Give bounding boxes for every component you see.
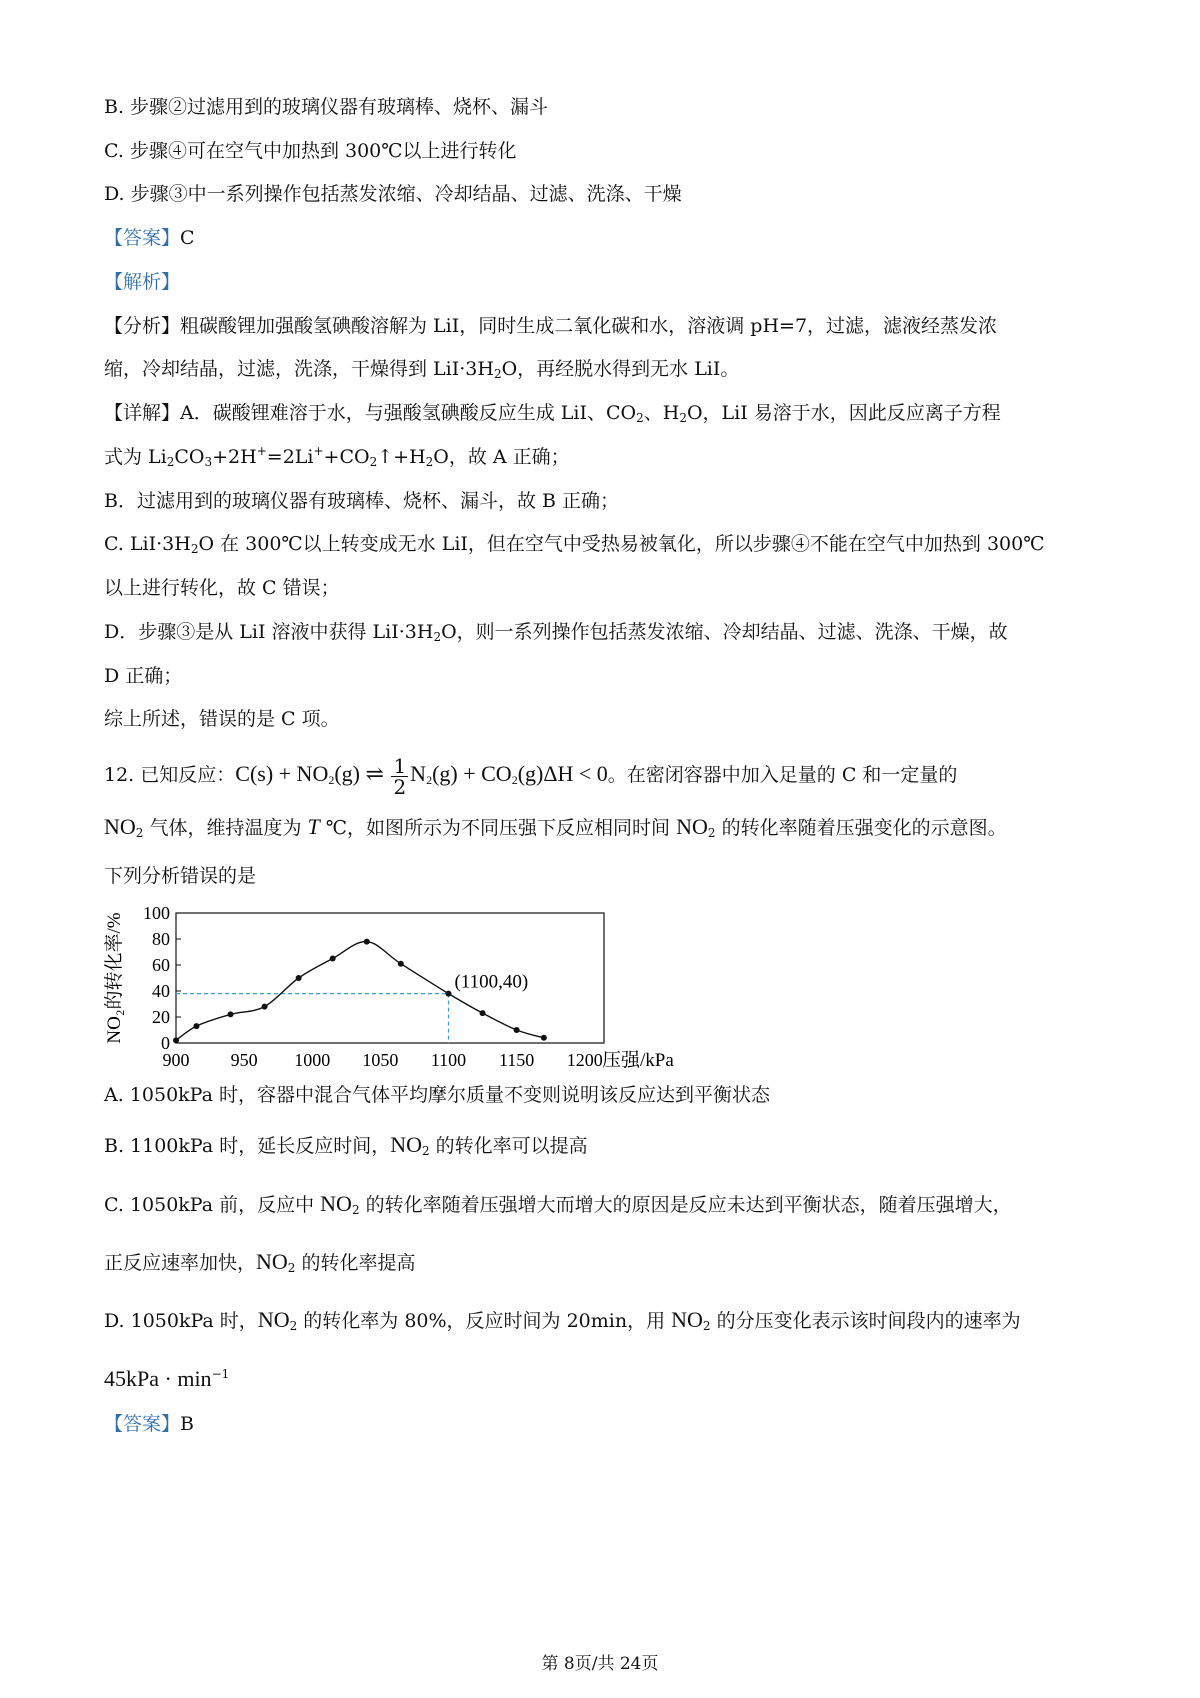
data-point xyxy=(514,1027,520,1033)
q12-stem-3: 下列分析错误的是 xyxy=(104,865,257,887)
answer-tag: 【答案】 xyxy=(104,227,181,249)
detail-d-line-2: D 正确； xyxy=(104,665,183,687)
q12-option-a: A. 1050kPa 时，容器中混合气体平均摩尔质量不变则说明该反应达到平衡状态 xyxy=(104,1084,770,1106)
data-point xyxy=(227,1011,233,1017)
plot-frame xyxy=(176,913,604,1043)
q12-option-b: B. 1100kPa 时，延长反应时间，$NO_2$ 的转化率可以提高 xyxy=(104,1132,588,1158)
equation-fraction: $\frac{1}{2}$ xyxy=(393,753,407,799)
q12-option-d-line-1: D. 1050kPa 时，$NO_2$ 的转化率为 80%，反应时间为 20min，用 $NO_2$ 的分压变化表示该时间段内的速率为 xyxy=(104,1307,1021,1333)
detail-d-line-1: D．步骤③是从 LiI 溶液中获得 $LiI\cdot 3H_2O$，则一系列操作包括蒸发浓缩、冷却结晶、过滤、洗涤、干燥，故 xyxy=(104,621,1008,644)
detail-b: B．过滤用到的玻璃仪器有玻璃棒、烧杯、漏斗，故 B 正确； xyxy=(104,490,620,512)
detail-a-line-1: 【详解】A．碳酸锂难溶于水，与强酸氢碘酸反应生成 LiI、$CO_2$、$H_2O$，LiI 易溶于水，因此反应离子方程 xyxy=(104,402,1001,425)
option-d-prev: D. 步骤③中一系列操作包括蒸发浓缩、冷却结晶、过滤、洗涤、干燥 xyxy=(104,183,682,205)
fenxi-line-1: 【分析】粗碳酸锂加强酸氢碘酸溶解为 LiI，同时生成二氧化碳和水，溶液调 pH=7，过滤，滤液经蒸发浓 xyxy=(104,315,998,337)
x-tick-label: 900 xyxy=(162,1050,190,1070)
q12-stem-1: 12. 已知反应：$C(s) + NO_2(g)$ ⇌ $\frac{1}{2}$ $N_2(g) + CO_2(g)\Delta H < 0$。在密闭容器中加入足量的 C 和一定量的 xyxy=(104,753,958,799)
page-footer: 第 8页/共 24页 xyxy=(541,1654,659,1674)
x-tick-label: 1150 xyxy=(498,1050,535,1070)
data-point xyxy=(296,975,302,981)
q12-option-c-line-2: 正反应速率加快，$NO_2$ 的转化率提高 xyxy=(104,1249,416,1275)
x-tick-label: 1100 xyxy=(430,1050,467,1070)
q12-stem-2: $NO_2$ 气体，维持温度为 T ℃，如图所示为不同压强下反应相同时间 $NO_2$ 的转化率随着压强变化的示意图。 xyxy=(104,814,1007,840)
x-tick-label: 1200 xyxy=(566,1050,603,1070)
answer-2: 【答案】B xyxy=(104,1413,194,1435)
analysis-tag: 【解析】 xyxy=(104,271,181,293)
y-tick-label: 0 xyxy=(161,1033,170,1053)
y-tick-label: 80 xyxy=(152,929,170,949)
data-point xyxy=(398,961,404,967)
x-tick-label: 1050 xyxy=(362,1050,399,1070)
detail-c-line-1: C. $LiI\cdot 3H_2O$ 在 300℃以上转变成无水 LiI，但在空气中受热易被氧化，所以步骤④不能在空气中加热到 300℃ xyxy=(104,533,1045,556)
q12-option-d-line-2: $45kPa \cdot \min^{-1}$ xyxy=(104,1366,230,1391)
data-point xyxy=(330,956,336,962)
answer-1 xyxy=(104,224,1104,252)
x-axis-label: 压强/kPa xyxy=(602,1050,674,1071)
data-point xyxy=(445,991,451,997)
y-tick-label: 20 xyxy=(152,1007,170,1027)
x-tick-label: 1000 xyxy=(294,1050,331,1070)
data-point xyxy=(173,1037,179,1043)
answer-value: C xyxy=(180,227,195,249)
y-tick-label: 40 xyxy=(152,981,170,1001)
option-c-prev: C. 步骤④可在空气中加热到 300℃以上进行转化 xyxy=(104,140,517,162)
data-point xyxy=(541,1035,547,1041)
summary: 综上所述，错误的是 C 项。 xyxy=(104,708,340,730)
y-tick-label: 60 xyxy=(152,955,170,975)
data-point xyxy=(364,939,370,945)
y-tick-label: 100 xyxy=(143,903,170,923)
y-axis-label: NO₂的转化率/% xyxy=(104,912,125,1044)
data-point xyxy=(480,1010,486,1016)
conversion-chart xyxy=(100,898,674,1073)
x-tick-label: 950 xyxy=(230,1050,258,1070)
data-point xyxy=(193,1023,199,1029)
point-annotation: (1100,40) xyxy=(454,971,529,993)
fenxi-line-2: 缩，冷却结晶，过滤，洗涤，干燥得到 $LiI\cdot 3H_2O$，再经脱水得到无水 LiI。 xyxy=(104,358,740,381)
data-point xyxy=(262,1004,268,1010)
detail-c-line-2: 以上进行转化，故 C 错误； xyxy=(104,577,340,599)
q12-option-c-line-1: C. 1050kPa 前，反应中 $NO_2$ 的转化率随着压强增大而增大的原因是反应未达到平衡状态，随着压强增大， xyxy=(104,1191,1012,1217)
option-b-prev: B. 步骤②过滤用到的玻璃仪器有玻璃棒、烧杯、漏斗 xyxy=(104,96,549,118)
detail-a-line-2: 式为 $Li_2CO_3+2H^+=2Li^++CO_2↑+H_2O$，故 A 正确； xyxy=(104,444,570,469)
